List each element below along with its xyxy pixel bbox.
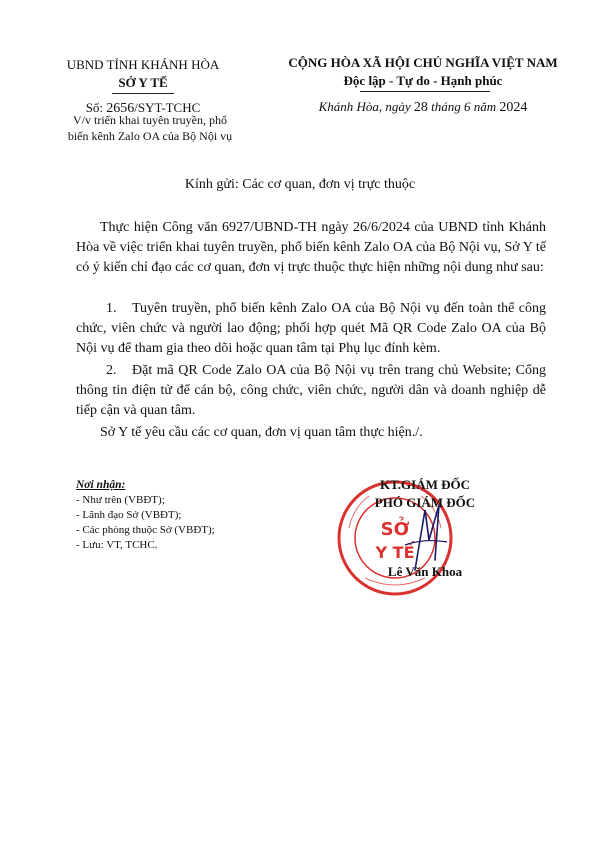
distribution-item: - Như trên (VBĐT); [76,494,165,506]
distribution-list [76,478,215,553]
date-year: 2024 [499,100,528,115]
national-header [278,54,568,117]
recipient-line: Kính gửi: Các cơ quan, đơn vị trực thuộc [184,177,416,192]
list-item-2 [76,361,546,421]
issuer-underline [112,93,174,94]
list-item-1-label: 1. [106,301,117,316]
issuer-block [48,56,238,118]
docno-prefix: Số: [85,100,104,115]
motto-underline [360,91,490,92]
docno-suffix: /SYT-TCHC [134,100,201,115]
date-prefix: Khánh Hòa, ngày [318,99,411,114]
list-item-1 [76,299,546,359]
list-item-1-text: Tuyên truyền, phổ biến kênh Zalo OA của Bộ Nội vụ đến toàn thể công chức, viên chức và người lao động; phối hợp quét Mã QR Code Zalo OA của Bộ Nội vụ để tham gia theo dõi hoặc quan tâm tại Phụ lục đính kèm. [76,301,546,356]
distribution-item: - Các phòng thuộc Sở (VBĐT); [76,524,215,536]
list-item-2-label: 2. [106,363,117,378]
signer-title-2: PHÓ GIÁM ĐỐC [374,495,476,510]
document-date [278,98,568,117]
intro-paragraph: Thực hiện Công văn 6927/UBND-TH ngày 26/6/2024 của UBND tỉnh Khánh Hòa về việc triển khai tuyên truyền, phổ biến kênh Zalo OA của Bộ Nội vụ, Sở Y tế có ý kiến chỉ đạo các cơ quan, đơn vị trực thuộc thực hiện những nội dung như sau: [76,220,546,275]
subject-line-1: V/v triển khai tuyên truyền, phổ [73,113,227,127]
distribution-title: Nơi nhận: [76,479,126,491]
distribution-item: - Lãnh đạo Sở (VBĐT); [76,509,182,521]
national-motto: Độc lập - Tự do - Hạnh phúc [343,73,503,88]
subject [40,112,260,144]
date-day: 28 [413,100,428,115]
issuer-dept: SỞ Y TẾ [118,75,168,90]
signer-title-1: KT.GIÁM ĐỐC [379,477,471,492]
list-item-2-text: Đặt mã QR Code Zalo OA của Bộ Nội vụ trên trang chủ Website; Cổng thông tin điện tử để cán bộ, công chức, viên chức, người dân và doanh nghiệp dễ tiếp cận và quan tâm. [76,363,546,418]
docno-number: 2656 [106,101,135,116]
svg-text:SỞ: SỞ [380,519,410,540]
svg-text:Y TẾ: Y TẾ [375,543,415,562]
issuer-org: UBND TỈNH KHÁNH HÒA [66,57,220,72]
country-name: CỘNG HÒA XÃ HỘI CHỦ NGHĨA VIỆT NAM [288,55,558,70]
date-mid: tháng 6 năm [431,99,497,114]
distribution-item: - Lưu: VT, TCHC. [76,539,158,551]
subject-line-2: biến kênh Zalo OA của Bộ Nội vụ [67,129,233,143]
signer-name: Lê Văn Khoa [387,564,463,579]
closing-paragraph: Sở Y tế yêu cầu các cơ quan, đơn vị quan tâm thực hiện./. [100,425,423,440]
